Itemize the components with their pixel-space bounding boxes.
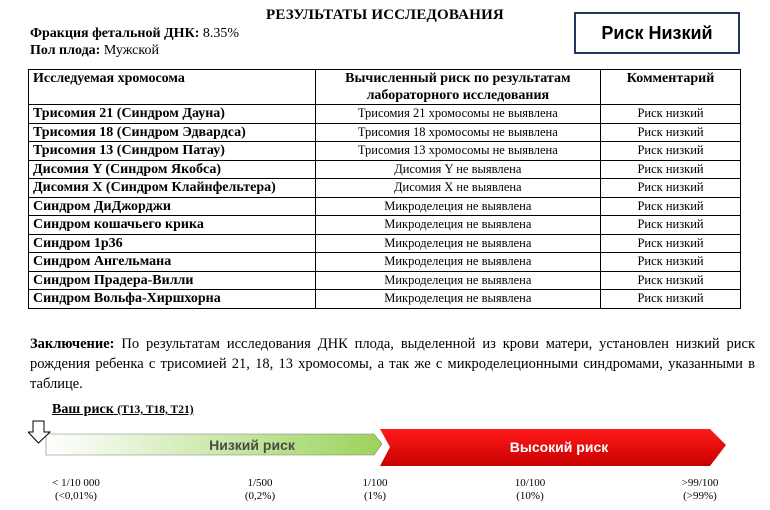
calculated-risk-cell: Микроделеция не выявлена xyxy=(315,216,601,235)
comment-cell: Риск низкий xyxy=(601,142,741,161)
table-row xyxy=(29,142,741,161)
risk-tick-2 xyxy=(220,477,300,503)
calculated-risk-cell: Микроделеция не выявлена xyxy=(315,253,601,272)
calculated-risk-cell: Микроделеция не выявлена xyxy=(315,290,601,309)
fetal-sex-value: Мужской xyxy=(103,43,159,58)
column-header-comment: Комментарий xyxy=(601,70,741,105)
comment-cell: Риск низкий xyxy=(601,290,741,309)
chromosome-cell: Синдром 1p36 xyxy=(29,234,316,253)
conclusion-label: Заключение: xyxy=(30,336,115,352)
table-header-row xyxy=(29,70,741,105)
calculated-risk-cell: Трисомия 21 хромосомы не выявлена xyxy=(315,105,601,124)
table-row xyxy=(29,197,741,216)
your-risk-subtitle: (T13, T18, T21) xyxy=(117,404,194,416)
risk-tick-1 xyxy=(36,477,116,503)
fetal-fraction-line xyxy=(30,26,239,42)
table-row xyxy=(29,271,741,290)
chromosome-cell: Трисомия 13 (Синдром Патау) xyxy=(29,142,316,161)
fetal-fraction-value: 8.35% xyxy=(202,26,240,41)
fetal-sex-line xyxy=(30,43,159,59)
fetal-sex-label: Пол плода: xyxy=(30,43,101,58)
risk-tick-5 xyxy=(660,477,740,503)
calculated-risk-cell: Микроделеция не выявлена xyxy=(315,234,601,253)
chromosome-cell: Дисомия Y (Синдром Якобса) xyxy=(29,160,316,179)
table-row xyxy=(29,123,741,142)
calculated-risk-cell: Трисомия 18 хромосомы не выявлена xyxy=(315,123,601,142)
risk-tick-ratio: 10/100 xyxy=(514,477,546,489)
fetal-fraction-label: Фракция фетальной ДНК: xyxy=(30,26,200,41)
table-row xyxy=(29,234,741,253)
comment-cell: Риск низкий xyxy=(601,197,741,216)
table-row xyxy=(29,160,741,179)
calculated-risk-cell: Дисомия Y не выявлена xyxy=(315,160,601,179)
comment-cell: Риск низкий xyxy=(601,160,741,179)
risk-tick-percent: (1%) xyxy=(364,490,386,502)
low-risk-label: Низкий риск xyxy=(209,437,295,453)
risk-tick-ratio: 1/500 xyxy=(247,477,273,489)
risk-tick-percent: (10%) xyxy=(516,490,544,502)
calculated-risk-cell: Микроделеция не выявлена xyxy=(315,197,601,216)
chromosome-cell: Синдром Вольфа-Хиршхорна xyxy=(29,290,316,309)
comment-cell: Риск низкий xyxy=(601,179,741,198)
risk-tick-ratio: >99/100 xyxy=(681,477,719,489)
chromosome-cell: Синдром ДиДжорджи xyxy=(29,197,316,216)
your-risk-title: Ваш риск xyxy=(52,402,114,417)
conclusion-paragraph xyxy=(30,334,755,394)
comment-cell: Риск низкий xyxy=(601,234,741,253)
results-table xyxy=(28,69,741,309)
table-row xyxy=(29,105,741,124)
conclusion-text: По результатам исследования ДНК плода, выделенной из крови матери, установлен низкий риск рождения ребенка с трисомией 21, 18, 13 хромосомы, а так же с микроделеционными синдромами, указанными в таблице. xyxy=(30,336,756,392)
chromosome-cell: Дисомия X (Синдром Клайнфельтера) xyxy=(29,179,316,198)
calculated-risk-cell: Микроделеция не выявлена xyxy=(315,271,601,290)
chromosome-cell: Трисомия 21 (Синдром Дауна) xyxy=(29,105,316,124)
table-row xyxy=(29,216,741,235)
column-header-chromosome: Исследуемая хромосома xyxy=(29,70,316,105)
comment-cell: Риск низкий xyxy=(601,123,741,142)
chromosome-cell: Трисомия 18 (Синдром Эдвардса) xyxy=(29,123,316,142)
risk-tick-percent: (0,2%) xyxy=(244,490,276,502)
risk-tick-percent: (>99%) xyxy=(683,490,717,502)
table-row xyxy=(29,253,741,272)
comment-cell: Риск низкий xyxy=(601,271,741,290)
comment-cell: Риск низкий xyxy=(601,105,741,124)
table-row xyxy=(29,290,741,309)
comment-cell: Риск низкий xyxy=(601,216,741,235)
risk-summary-badge: Риск Низкий xyxy=(574,12,740,54)
column-header-calculated-risk: Вычисленный риск по результатам лабораторного исследования xyxy=(315,70,601,105)
comment-cell: Риск низкий xyxy=(601,253,741,272)
calculated-risk-cell: Трисомия 13 хромосомы не выявлена xyxy=(315,142,601,161)
risk-tick-ratio: < 1/10 000 xyxy=(52,477,100,489)
page-title: РЕЗУЛЬТАТЫ ИССЛЕДОВАНИЯ xyxy=(266,7,504,23)
chromosome-cell: Синдром Прадера-Вилли xyxy=(29,271,316,290)
high-risk-label: Высокий риск xyxy=(509,439,609,455)
risk-tick-percent: (<0,01%) xyxy=(55,490,97,502)
chromosome-cell: Синдром Ангельмана xyxy=(29,253,316,272)
risk-scale-graphic xyxy=(28,414,738,472)
calculated-risk-cell: Дисомия X не выявлена xyxy=(315,179,601,198)
chromosome-cell: Синдром кошачьего крика xyxy=(29,216,316,235)
risk-tick-ratio: 1/100 xyxy=(362,477,388,489)
risk-tick-4 xyxy=(490,477,570,503)
table-row xyxy=(29,179,741,198)
risk-tick-3 xyxy=(335,477,415,503)
